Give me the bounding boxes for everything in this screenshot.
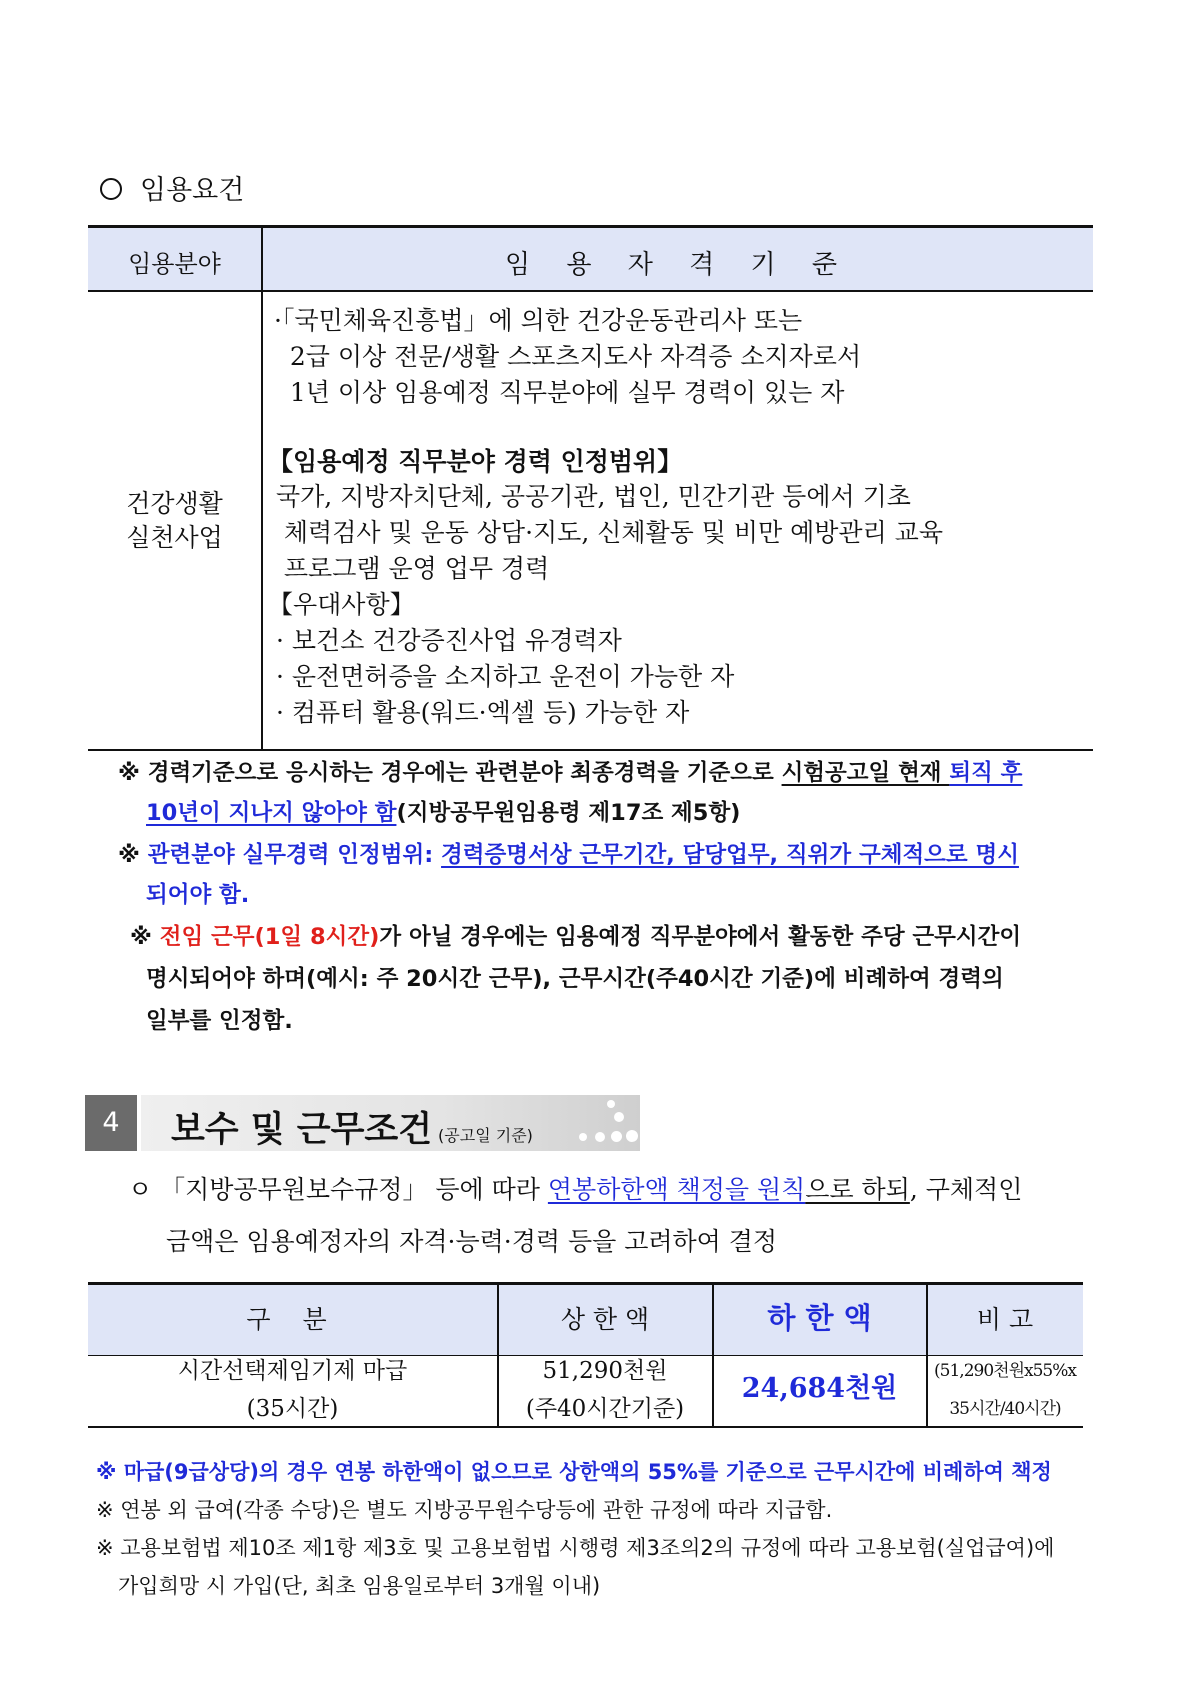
cell-lower: 24,684천원 [741,1373,898,1404]
criteria-line: 체력검사 및 운동 상담·지도, 신체활동 및 비만 예방관리 교육 [268,518,943,547]
criteria-line: 국가, 지방자치단체, 공공기관, 법인, 민간기관 등에서 기초 [268,482,911,511]
note-career-standard: ※ 경력기준으로 응시하는 경우에는 관련분야 최종경력을 기준으로 시험공고일 현재 퇴직 후 [118,760,1023,786]
criteria-line: 1년 이상 임용예정 직무분야에 실무 경력이 있는 자 [274,378,845,407]
decorative-dot-icon [595,1132,605,1142]
decorative-dot-icon [626,1130,638,1142]
note-employment-insurance-cont: 가입희망 시 가입(단, 최초 임용일로부터 3개월 이내) [118,1574,601,1598]
note-employment-insurance: ※ 고용보험법 제10조 제1항 제3호 및 고용보험법 시행령 제3조의2의 규정에 따라 고용보험(실업급여)에 [96,1536,1055,1560]
note-experience-scope: ※ 관련분야 실무경력 인정범위: 경력증명서상 근무기간, 담당업무, 직위가 구체적으로 명시 [118,842,1019,868]
decorative-dot-icon [611,1131,622,1142]
pay-table [88,1282,1083,1428]
note-fulltime-cont: 명시되어야 하며(예시: 주 20시간 근무), 근무시간(주40시간 기준)에 비례하여 경력의 [146,966,1004,992]
section-4-banner [85,1095,640,1151]
requirements-table-header [88,225,1093,292]
section-4-title: 보수 및 근무조건 (공고일 기준) [171,1110,533,1150]
header-criteria: 임 용 자 격 기 준 [504,250,852,280]
header-note: 비 고 [976,1305,1034,1334]
criteria-line: 프로그램 운영 업무 경력 [268,554,550,583]
field-name-line: 건강생활 [126,489,223,518]
cell-note: (51,290천원x55%x 35시간/40시간) [934,1361,1076,1419]
note-fulltime-cont: 일부를 인정함. [146,1008,293,1034]
criteria-line: · 컴퓨터 활용(워드·엑셀 등) 가능한 자 [276,698,690,727]
header-upper: 상 한 액 [560,1305,650,1334]
cell-upper: 51,290천원 (주40시간기준) [525,1358,685,1422]
table-divider [261,225,263,751]
criteria-line: 2급 이상 전문/생활 스포츠지도사 자격증 소지자로서 [274,342,862,371]
note-fulltime: ※ 전임 근무(1일 8시간)가 아닐 경우에는 임용예정 직무분야에서 활동한 주당 근무시간이 [130,924,1022,950]
cell-category: 시간선택제임기제 마급 (35시간) [177,1358,408,1422]
section-number: 4 [85,1095,137,1151]
decorative-dot-icon [607,1100,615,1108]
field-cell [88,487,261,555]
header-category: 구 분 [246,1305,339,1334]
circle-bullet-icon [100,178,122,200]
section-title [100,168,244,207]
criteria-line: · 운전면허증을 소지하고 운전이 가능한 자 [276,662,735,691]
field-name-line: 실천사업 [126,523,223,552]
criteria-heading: 【우대사항】 [268,590,415,619]
decorative-dot-icon [579,1133,587,1141]
pay-paragraph-line: 금액은 임용예정자의 자격·능력·경력 등을 고려하여 결정 [166,1227,778,1256]
header-lower: 하 한 액 [767,1301,872,1335]
section-title-text: 임용요건 [140,175,245,206]
note-pay-lower: ※ 마급(9급상당)의 경우 연봉 하한액이 없으므로 상한액의 55%를 기준으로 근무시간에 비례하여 책정 [96,1460,1052,1484]
note-career-standard-cont: 10년이 지나지 않아야 함(지방공무원임용령 제17조 제5항) [146,800,741,826]
criteria-heading: 【임용예정 직무분야 경력 인정범위】 [268,447,683,476]
criteria-line: ·「국민체육진흥법」에 의한 건강운동관리사 또는 [274,306,803,335]
criteria-line: · 보건소 건강증진사업 유경력자 [276,626,622,655]
decorative-dot-icon [614,1112,624,1122]
note-allowance: ※ 연봉 외 급여(각종 수당)은 별도 지방공무원수당등에 관한 규정에 따라 지급함. [96,1498,833,1522]
pay-paragraph-line: ㅇ 「지방공무원보수규정」 등에 따라 연봉하한액 책정을 원칙으로 하되, 구체적인 [128,1175,1023,1204]
note-experience-scope-cont: 되어야 함. [146,882,250,908]
table-bottom-rule [88,749,1093,751]
header-field: 임용분야 [128,250,221,278]
